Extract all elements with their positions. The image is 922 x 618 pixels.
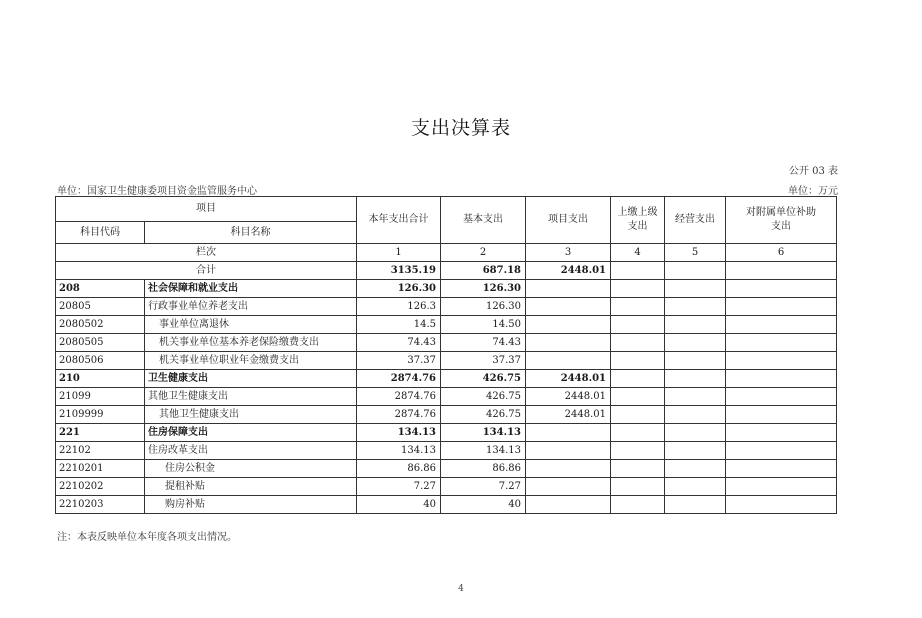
row-project: [526, 298, 611, 316]
row-basic: 40: [441, 496, 526, 514]
row-total: 7.27: [357, 478, 441, 496]
row-code: 208: [56, 280, 145, 298]
column-index: 2: [441, 244, 526, 262]
row-operating: [665, 334, 726, 352]
total-basic: 687.18: [441, 262, 526, 280]
row-name: 机关事业单位职业年金缴费支出: [145, 352, 357, 370]
table-row: [56, 424, 837, 442]
header-project: 项目支出: [526, 197, 611, 244]
column-index: 5: [665, 244, 726, 262]
row-project: [526, 424, 611, 442]
row-subsidy: [726, 460, 837, 478]
row-code: 2080502: [56, 316, 145, 334]
page-title: 支出决算表: [410, 117, 511, 139]
header-code: 科目代码: [56, 222, 145, 244]
header-subsidy: 对附属单位补助支出: [726, 197, 837, 244]
column-index-row: [56, 244, 837, 262]
row-remit: [611, 388, 665, 406]
row-name: 行政事业单位养老支出: [145, 298, 357, 316]
row-code: 2109999: [56, 406, 145, 424]
row-basic: 126.30: [441, 280, 526, 298]
row-total: 126.30: [357, 280, 441, 298]
row-project: [526, 280, 611, 298]
total-project: 2448.01: [526, 262, 611, 280]
row-basic: 86.86: [441, 460, 526, 478]
column-index: 1: [357, 244, 441, 262]
row-name: 购房补贴: [145, 496, 357, 514]
row-code: 221: [56, 424, 145, 442]
row-remit: [611, 298, 665, 316]
row-code: 21099: [56, 388, 145, 406]
table-row: [56, 316, 837, 334]
row-subsidy: [726, 280, 837, 298]
row-total: 74.43: [357, 334, 441, 352]
row-remit: [611, 370, 665, 388]
row-name: 社会保障和就业支出: [145, 280, 357, 298]
table-row: [56, 406, 837, 424]
row-basic: 14.50: [441, 316, 526, 334]
row-operating: [665, 370, 726, 388]
table-row: [56, 370, 837, 388]
row-code: 2210203: [56, 496, 145, 514]
column-index: 6: [726, 244, 837, 262]
row-basic: 74.43: [441, 334, 526, 352]
row-project: [526, 316, 611, 334]
row-remit: [611, 460, 665, 478]
row-name: 提租补贴: [145, 478, 357, 496]
table-row: [56, 460, 837, 478]
row-project: 2448.01: [526, 406, 611, 424]
table-row: [56, 496, 837, 514]
row-project: [526, 442, 611, 460]
row-total: 134.13: [357, 442, 441, 460]
reporting-unit: 单位：国家卫生健康委项目资金监管服务中心: [57, 186, 257, 197]
row-total: 2874.76: [357, 406, 441, 424]
row-operating: [665, 316, 726, 334]
row-basic: 134.13: [441, 424, 526, 442]
row-operating: [665, 388, 726, 406]
table-row: [56, 352, 837, 370]
row-basic: 134.13: [441, 442, 526, 460]
page-number: 4: [458, 584, 464, 594]
row-basic: 126.30: [441, 298, 526, 316]
row-code: 20805: [56, 298, 145, 316]
row-operating: [665, 478, 726, 496]
row-operating: [665, 352, 726, 370]
row-name: 事业单位离退休: [145, 316, 357, 334]
row-subsidy: [726, 424, 837, 442]
row-code: 22102: [56, 442, 145, 460]
row-basic: 426.75: [441, 388, 526, 406]
row-subsidy: [726, 334, 837, 352]
table-note: 注：本表反映单位本年度各项支出情况。: [57, 532, 237, 543]
row-subsidy: [726, 496, 837, 514]
row-remit: [611, 496, 665, 514]
row-project: 2448.01: [526, 370, 611, 388]
row-name: 其他卫生健康支出: [145, 406, 357, 424]
row-operating: [665, 442, 726, 460]
row-remit: [611, 316, 665, 334]
row-project: 2448.01: [526, 388, 611, 406]
total-subsidy: [726, 262, 837, 280]
table-row: [56, 298, 837, 316]
row-subsidy: [726, 298, 837, 316]
row-remit: [611, 478, 665, 496]
row-subsidy: [726, 352, 837, 370]
table-row: [56, 478, 837, 496]
expenditure-table: [55, 196, 837, 514]
row-name: 住房改革支出: [145, 442, 357, 460]
row-project: [526, 352, 611, 370]
row-remit: [611, 424, 665, 442]
row-operating: [665, 298, 726, 316]
header-basic: 基本支出: [441, 197, 526, 244]
row-basic: 37.37: [441, 352, 526, 370]
row-total: 14.5: [357, 316, 441, 334]
row-subsidy: [726, 478, 837, 496]
total-amount: 3135.19: [357, 262, 441, 280]
row-total: 86.86: [357, 460, 441, 478]
column-index-label: 栏次: [56, 244, 357, 262]
row-code: 2210202: [56, 478, 145, 496]
row-total: 134.13: [357, 424, 441, 442]
row-remit: [611, 442, 665, 460]
row-total: 2874.76: [357, 370, 441, 388]
total-remit: [611, 262, 665, 280]
table-row: [56, 334, 837, 352]
row-total: 40: [357, 496, 441, 514]
form-code: 公开 03 表: [788, 166, 838, 177]
header-remit: 上缴上级支出: [611, 197, 665, 244]
row-total: 126.3: [357, 298, 441, 316]
header-name: 科目名称: [145, 222, 357, 244]
column-index: 4: [611, 244, 665, 262]
row-subsidy: [726, 406, 837, 424]
row-subsidy: [726, 370, 837, 388]
row-operating: [665, 496, 726, 514]
row-name: 其他卫生健康支出: [145, 388, 357, 406]
row-operating: [665, 460, 726, 478]
row-operating: [665, 424, 726, 442]
row-code: 2210201: [56, 460, 145, 478]
row-project: [526, 460, 611, 478]
row-basic: 426.75: [441, 370, 526, 388]
row-basic: 7.27: [441, 478, 526, 496]
total-label: 合计: [56, 262, 357, 280]
row-code: 2080505: [56, 334, 145, 352]
currency-unit: 单位：万元: [788, 186, 838, 197]
row-total: 2874.76: [357, 388, 441, 406]
row-name: 卫生健康支出: [145, 370, 357, 388]
row-name: 机关事业单位基本养老保险缴费支出: [145, 334, 357, 352]
row-project: [526, 496, 611, 514]
row-operating: [665, 280, 726, 298]
header-total: 本年支出合计: [357, 197, 441, 244]
row-code: 2080506: [56, 352, 145, 370]
total-row: [56, 262, 837, 280]
row-remit: [611, 406, 665, 424]
table-row: [56, 442, 837, 460]
row-total: 37.37: [357, 352, 441, 370]
row-operating: [665, 406, 726, 424]
header-item: 项目: [56, 197, 357, 222]
row-project: [526, 478, 611, 496]
row-name: 住房公积金: [145, 460, 357, 478]
column-index: 3: [526, 244, 611, 262]
row-basic: 426.75: [441, 406, 526, 424]
row-code: 210: [56, 370, 145, 388]
row-subsidy: [726, 316, 837, 334]
table-row: [56, 388, 837, 406]
row-remit: [611, 280, 665, 298]
row-remit: [611, 334, 665, 352]
row-subsidy: [726, 442, 837, 460]
row-subsidy: [726, 388, 837, 406]
row-project: [526, 334, 611, 352]
row-name: 住房保障支出: [145, 424, 357, 442]
total-operating: [665, 262, 726, 280]
row-remit: [611, 352, 665, 370]
header-operating: 经营支出: [665, 197, 726, 244]
table-row: [56, 280, 837, 298]
